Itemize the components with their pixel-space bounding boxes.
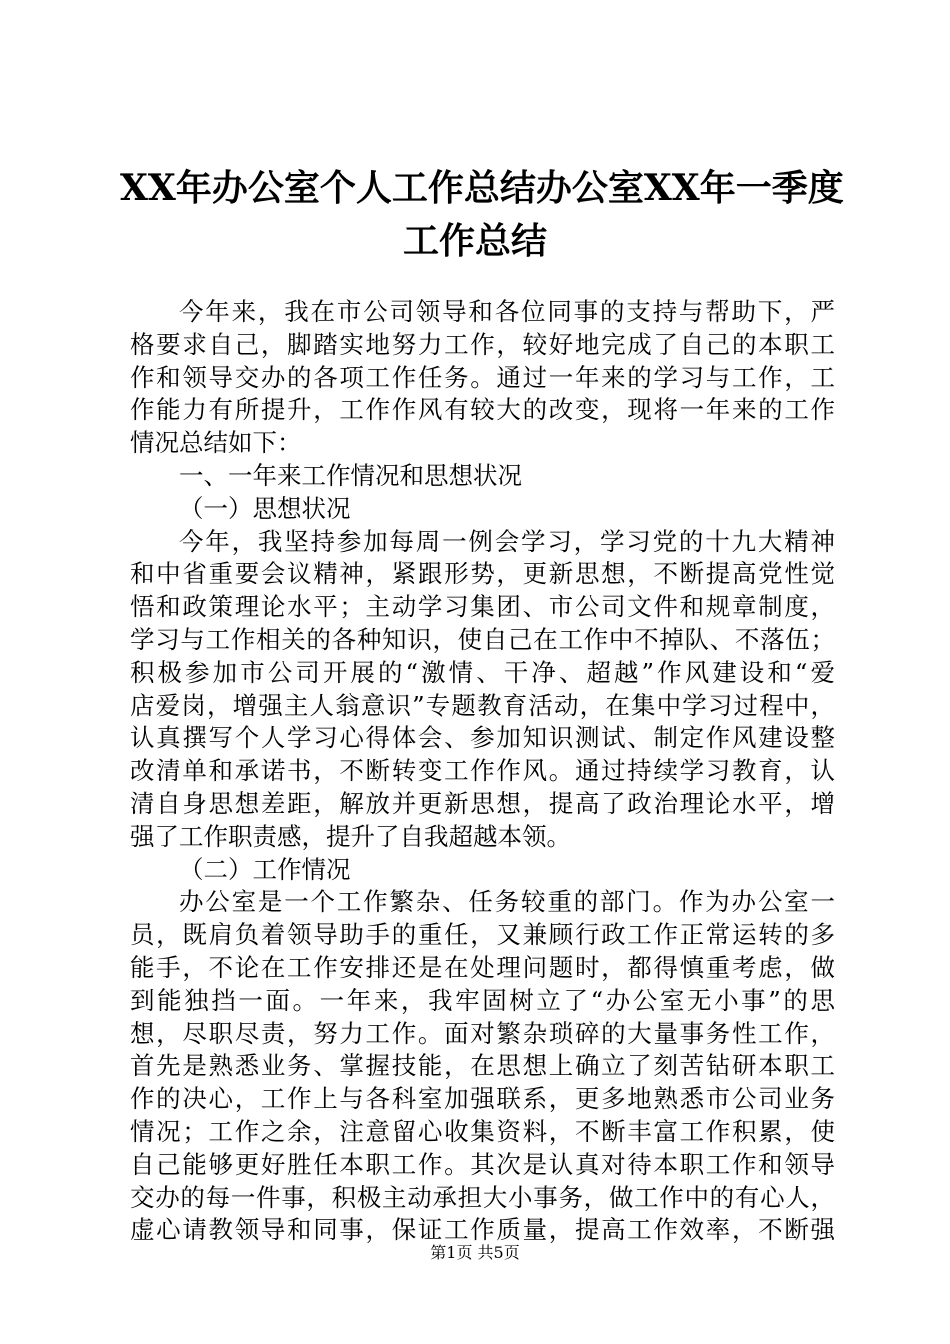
body-line: 一、一年来工作情况和思想状况 <box>179 460 522 490</box>
body-line: 店爱岗，增强主人翁意识”专题教育活动，在集中学习过程中， <box>130 690 835 720</box>
body-line: 想，尽职尽责，努力工作。面对繁杂琐碎的大量事务性工作， <box>130 1018 835 1048</box>
body-line: 首先是熟悉业务、掌握技能，在思想上确立了刻苦钻研本职工 <box>130 1051 835 1081</box>
body-line: 悟和政策理论水平；主动学习集团、市公司文件和规章制度， <box>130 592 835 622</box>
body-line: 作能力有所提升，工作作风有较大的改变，现将一年来的工作 <box>130 395 835 425</box>
page-footer: 第1页 共5页 <box>430 1243 520 1262</box>
document-body <box>130 296 835 1247</box>
body-line: 积极参加市公司开展的“激情、干净、超越”作风建设和“爱 <box>130 657 835 687</box>
body-line: 作和领导交办的各项工作任务。通过一年来的学习与工作，工 <box>130 362 835 392</box>
body-line: 今年，我坚持参加每周一例会学习，学习党的十九大精神 <box>179 526 835 556</box>
body-line: 情况；工作之余，注意留心收集资料，不断丰富工作积累，使 <box>130 1116 835 1146</box>
body-line: 员，既肩负着领导助手的重任，又兼顾行政工作正常运转的多 <box>130 920 835 950</box>
body-line: 能手，不论在工作安排还是在处理问题时，都得慎重考虑，做 <box>130 952 835 982</box>
body-line: 办公室是一个工作繁杂、任务较重的部门。作为办公室一 <box>179 887 835 917</box>
body-line: 格要求自己，脚踏实地努力工作，较好地完成了自己的本职工 <box>130 329 835 359</box>
body-line: 学习与工作相关的各种知识，使自己在工作中不掉队、不落伍； <box>130 624 835 654</box>
body-line: 清自身思想差距，解放并更新思想，提高了政治理论水平，增 <box>130 788 835 818</box>
body-line: 交办的每一件事，积极主动承担大小事务，做工作中的有心人， <box>130 1182 835 1212</box>
body-line: （二）工作情况 <box>179 854 351 884</box>
body-line: 今年来，我在市公司领导和各位同事的支持与帮助下，严 <box>179 297 835 326</box>
body-line: 自己能够更好胜任本职工作。其次是认真对待本职工作和领导 <box>130 1149 835 1179</box>
body-line: （一）思想状况 <box>179 493 351 523</box>
body-line: 作的决心，工作上与各科室加强联系，更多地熟悉市公司业务 <box>130 1084 835 1114</box>
body-line: 情况总结如下： <box>130 428 302 458</box>
document-title-line-1: XX年办公室个人工作总结办公室XX年一季度 <box>120 167 844 209</box>
body-line: 认真撰写个人学习心得体会、参加知识测试、制定作风建设整 <box>130 723 835 753</box>
body-line: 改清单和承诺书，不断转变工作作风。通过持续学习教育，认 <box>130 756 835 786</box>
body-line: 和中省重要会议精神，紧跟形势，更新思想，不断提高党性觉 <box>130 559 835 589</box>
body-line: 强了工作职责感，提升了自我超越本领。 <box>130 821 571 851</box>
body-line: 虚心请教领导和同事，保证工作质量，提高工作效率，不断强 <box>130 1215 835 1245</box>
body-line: 到能独挡一面。一年来，我牢固树立了“办公室无小事”的思 <box>130 985 835 1015</box>
document-title-line-2: 工作总结 <box>402 220 547 262</box>
